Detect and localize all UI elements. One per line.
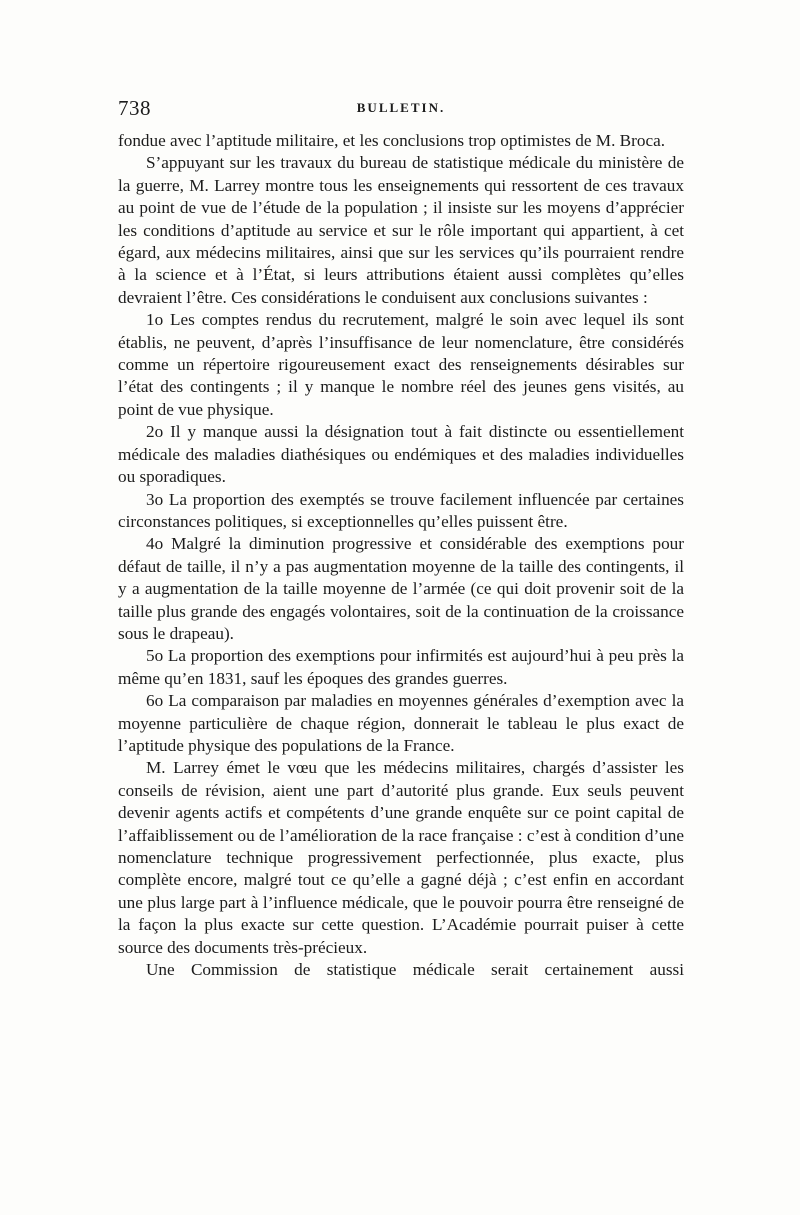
- conclusion-3: 3o La proportion des exemptés se trouve facilement influencée par certaines circonstances politiques, si exceptionnelles qu’elles puissent être.: [118, 489, 684, 531]
- paragraph-larrey-wish: M. Larrey émet le vœu que les médecins militaires, chargés d’assister les conseils de révision, aient une part d’autorité plus grande. Eux seuls peuvent devenir agents actifs et compétents d’une grande enquête sur ce point capital de l’affaiblissement ou de l’amélioration de la race française : c’est à condition d’une nomenclature technique progressivement perfectionnée, plus exacte, plus complète encore, malgré tout ce qu’elle a gagné déjà ; c’est enfin en accordant une plus large part à l’influence médicale, que le pouvoir pourra être renseigné de la façon la plus exacte sur cette question. L’Académie pourrait puiser à cette source des documents très-précieux.: [118, 758, 684, 957]
- conclusion-2: 2o Il y manque aussi la désignation tout à fait distincte ou essentiellement médicale des maladies diathésiques ou endémiques et des maladies individuelles ou sporadiques.: [118, 422, 684, 487]
- conclusion-1: 1o Les comptes rendus du recrutement, malgré le soin avec lequel ils sont établis, ne peuvent, d’après l’insuffisance de leur nomenclature, être considérés comme un répertoire rigoureusement exact des renseignements désirables sur l’état des contingents ; il y manque le nombre réel des jeunes gens visités, au point de vue physique.: [118, 310, 684, 419]
- page-number: 738: [118, 96, 151, 120]
- conclusion-5: 5o La proportion des exemptions pour infirmités est aujourd’hui à peu près la même qu’en 1831, sauf les époques des grandes guerres.: [118, 646, 684, 688]
- running-title: BULLETIN.: [356, 100, 446, 115]
- conclusion-6: 6o La comparaison par maladies en moyennes générales d’exemption avec la moyenne particulière de chaque région, donnerait le tableau le plus exact de l’aptitude physique des populations de la France.: [118, 691, 684, 755]
- body-text: [118, 130, 684, 981]
- paragraph-continuation: fondue avec l’aptitude militaire, et les conclusions trop optimistes de M. Broca.: [118, 131, 665, 150]
- conclusion-4: 4o Malgré la diminution progressive et considérable des exemptions pour défaut de taille, il n’y a pas augmentation moyenne de la taille des contingents, il y a augmentation de la taille moyenne de l’armée (ce qui doit provenir soit de la taille plus grande des engagés volontaires, soit de la continuation de la croissance sous le drapeau).: [118, 534, 684, 643]
- paragraph-larrey-statistics: S’appuyant sur les travaux du bureau de statistique médicale du ministère de la guerre, M. Larrey montre tous les enseignements qui ressortent de ces travaux au point de vue de l’étude de la population ; il insiste sur les moyens d’apprécier les conditions d’aptitude au service et sur le rôle important qui appartient, à cet égard, aux médecins militaires, ainsi que sur les services qu’ils pourraient rendre à la science et à l’État, si leurs attributions étaient aussi complètes qu’elles devraient l’être. Ces considérations le conduisent aux conclusions suivantes :: [118, 153, 684, 307]
- paragraph-commission: Une Commission de statistique médicale serait certainement aussi: [146, 960, 684, 980]
- page-header: [118, 96, 684, 126]
